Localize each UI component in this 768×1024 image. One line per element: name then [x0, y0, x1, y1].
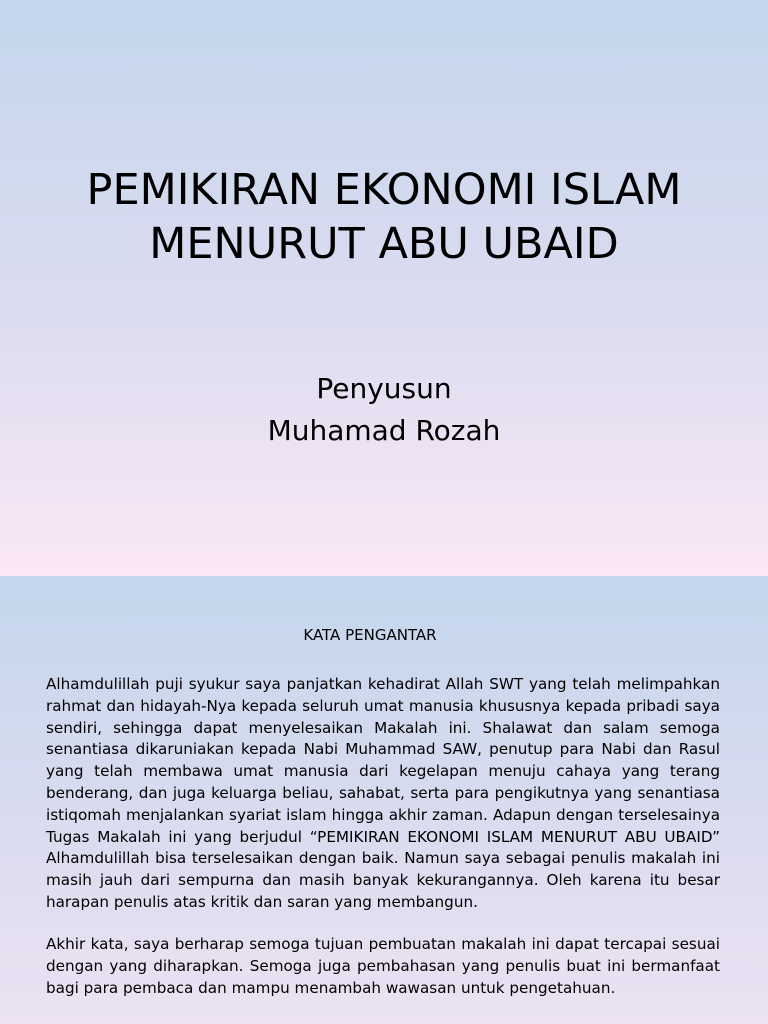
title-line-2: MENURUT ABU UBAID	[149, 219, 619, 269]
foreword-paragraph-1: Alhamdulillah puji syukur saya panjatkan kehadirat Allah SWT yang telah melimpahkan rahmat dan hidayah-Nya kepada seluruh umat manusia khususnya kepada pribadi saya sendiri, sehingga dapat menyelesaikan Makalah ini. Shalawat dan salam semoga senantiasa dikaruniakan kepada Nabi Muhammad SAW, penutup para Nabi dan Rasul yang telah membawa umat manusia dari kegelapan menuju cahaya yang terang benderang, dan juga keluarga beliau, sahabat, serta para pengikutnya yang senantiasa istiqomah menjalankan syariat islam hingga akhir zaman. Adapun dengan terselesainya Tugas Makalah ini yang berjudul “PEMIKIRAN EKONOMI ISLAM MENURUT ABU UBAID” Alhamdulillah bisa terselesaikan dengan baik. Namun saya sebagai penulis makalah ini masih jauh dari sempurna dan masih banyak kekurangannya. Oleh karena itu besar harapan penulis atas kritik dan saran yang membangun.	[46, 675, 720, 911]
title-line-1: PEMIKIRAN EKONOMI ISLAM	[86, 165, 682, 215]
foreword-paragraph-2: Akhir kata, saya berharap semoga tujuan pembuatan makalah ini dapat tercapai sesuai dengan yang diharapkan. Semoga juga pembahasan yang penulis buat ini bermanfaat bagi para pembaca dan mampu menambah wawasan untuk pengetahuan.	[46, 935, 720, 997]
slide-subtitle	[0, 368, 768, 452]
foreword-slide	[0, 576, 768, 1024]
subtitle-label: Penyusun	[316, 372, 452, 405]
slide-title	[0, 163, 768, 271]
foreword-heading: KATA PENGANTAR	[303, 626, 437, 644]
author-name: Muhamad Rozah	[267, 414, 501, 447]
